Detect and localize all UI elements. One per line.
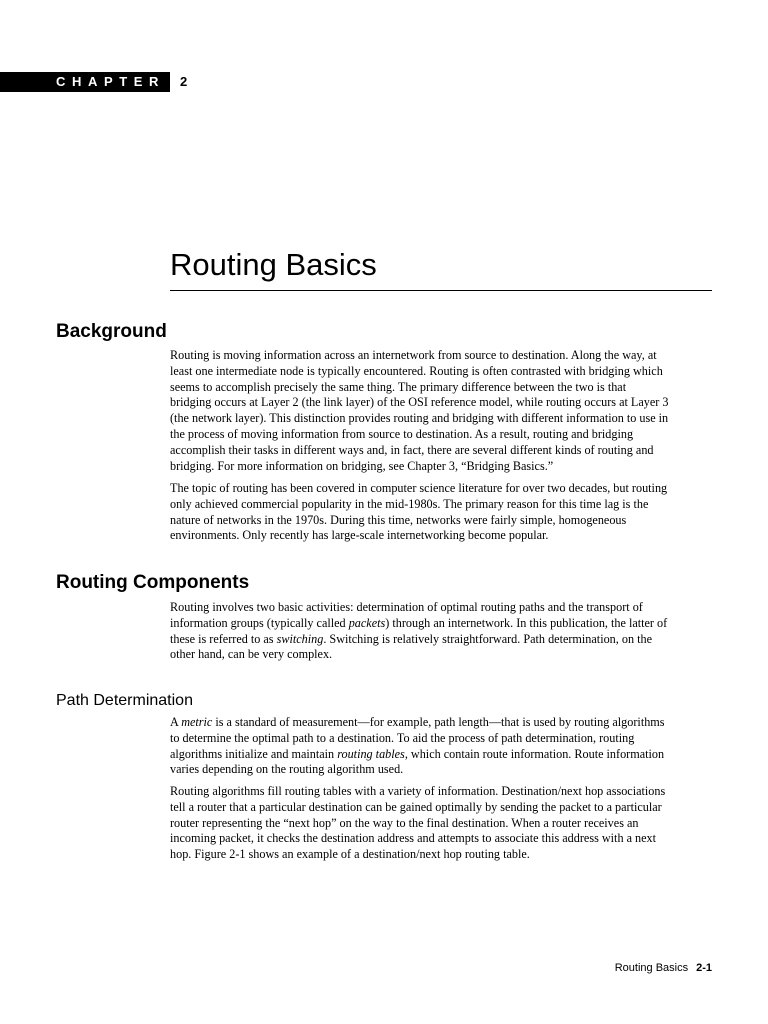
background-paragraph-1: Routing is moving information across an internetwork from source to destination. Along the way, at least one intermediate node is typically encountered. Routing is often contrasted with bridging which seems to accomplish precisely the same thing. The primary difference between the two is that bridging occurs at Layer 2 (the link layer) of the OSI reference model, while routing occurs at Layer 3 (the network layer). This distinction provides routing and bridging with different information to use in the process of moving information from source to destination. As a result, routing and bridging accomplish their tasks in different ways and, in fact, there are several different kinds of routing and bridging. For more information on bridging, see Chapter 3, “Bridging Basics.” bbox=[170, 348, 669, 473]
title-rule bbox=[170, 290, 712, 291]
page-title: Routing Basics bbox=[170, 247, 377, 282]
heading-path-determination: Path Determination bbox=[56, 692, 193, 709]
chapter-label: CHAPTER bbox=[56, 74, 166, 89]
page-footer bbox=[615, 960, 712, 976]
path-paragraph-2: Routing algorithms fill routing tables with a variety of information. Destination/next hop associations tell a router that a particular destination can be gained optimally by sending the packet to a particular router representing the “next hop” on the way to the final destination. When a router receives an incoming packet, it checks the destination address and attempts to associate this address with a next hop. Figure 2-1 shows an example of a destination/next hop routing table. bbox=[170, 784, 666, 862]
chapter-number: 2 bbox=[180, 74, 188, 89]
heading-routing-components: Routing Components bbox=[56, 572, 250, 593]
components-paragraph-1: Routing involves two basic activities: determination of optimal routing paths and the transport of information groups (typically called packets) through an internetwork. In this publication, the latter of these is referred to as switching. Switching is relatively straightforward. Path determination, on the other hand, can be very complex. bbox=[170, 600, 668, 662]
path-paragraph-1: A metric is a standard of measurement—for example, path length—that is used by routing algorithms to determine the optimal path to a destination. To aid the process of path determination, routing algorithms initialize and maintain routing tables, which contain route information. Route information varies depending on the routing algorithm used. bbox=[170, 715, 665, 777]
background-paragraph-2: The topic of routing has been covered in computer science literature for over two decades, but routing only achieved commercial popularity in the mid-1980s. The primary reason for this time lag is the nature of networks in the 1970s. During this time, networks were fairly simple, homogeneous environments. Only recently has large-scale internetworking become popular. bbox=[170, 481, 668, 543]
heading-background: Background bbox=[56, 321, 167, 342]
footer-title: Routing Basics bbox=[614, 962, 689, 974]
footer-page-number: 2-1 bbox=[696, 962, 712, 974]
